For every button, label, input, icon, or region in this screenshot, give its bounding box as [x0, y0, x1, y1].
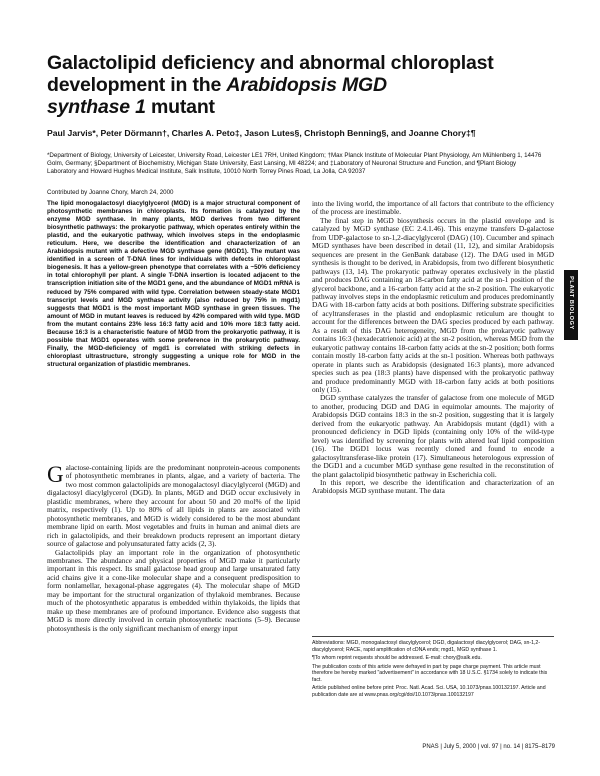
title-line-3: mutant	[145, 96, 215, 118]
paragraph-dgd-synthase: DGD synthase catalyzes the transfer of galactose from one molecule of MGD to another, producing DGD and DAG in equimolar amounts. The majority of Arabidopsis DGD contains 18:3 in the sn-2 position, suggesting that it is largely derived from the eukaryotic pathway. An Arabidopsis mutant (dgd1) with a pronounced deficiency in DGD lipids (containing only 10% of the wild-type level) was identified by screening for plants with altered leaf lipid composition (16). The DGD1 locus was recently cloned and found to encode a galactosyltransferase-like protein (17). Simultaneous heterologous expression of the DGD1 and a cucumber MGD synthase gene resulted in the reconstitution of the plant galactolipid biosynthetic pathway in Escherichia coli.	[312, 393, 554, 479]
title-line-1: Galactolipid deficiency and abnormal chloroplast	[47, 52, 494, 74]
intro-paragraph-1	[47, 464, 300, 549]
footnote-online: Article published online before print: Proc. Natl. Acad. Sci. USA, 10.1073/pnas.100132197. Article and publication date are at www.pnas.org/cgi/doi/10.1073/pnas.100132197	[312, 685, 546, 698]
footnote-reprint: ¶To whom reprint requests should be addressed. E-mail: chory@salk.edu.	[312, 655, 482, 661]
section-tab-label: PLANT BIOLOGY	[568, 276, 574, 330]
body-column-right	[312, 200, 554, 496]
intro-paragraph-2: Galactolipids play an important role in the organization of photosynthetic membranes. The abundance and physical properties of MGD make it particularly important in this respect. Its small galactose head group and large unsaturated fatty acid chains give it a cone-like molecular shape and a consequent predisposition to form nonlamellar, hexagonal-phase aggregates (4). The molecular shape of MGD may be important for the structural organization of thylakoid membranes. Because much of the photosynthetic apparatus is embedded within thylakoids, the lipids that make up these membranes are of profound importance. Evidence also suggests that MGD is more directly involved in certain photosynthetic reactions (5–9). Because photosynthesis is the only significant mechanism of energy input	[47, 547, 300, 633]
intro-paragraph-1-text: alactose-containing lipids are the predominant nonprotein-aceous components of photosynthetic membranes in plants, algae, and a variety of bacteria. The two most common galactolipids are monogalactosyl diacylglycerol (MGD) and digalactosyl diacylglycerol (DGD). In plants, MGD and DGD occur exclusively in plastidic membranes, where they account for about 50 and 20 mol% of the lipid matrix, respectively (1). Up to 80% of all lipids in plants are associated with photosynthetic membranes, and MGD is widely considered to be the most abundant membrane lipid on earth. Most vegetables and fruits in human and animal diets are rich in galactolipids, and their breakdown products represent an important dietary source of galactose and polyunsaturated fatty acids (2, 3).	[47, 463, 300, 549]
contributed-by: Contributed by Joanne Chory, March 24, 2000	[47, 189, 174, 196]
paragraph-continued: into the living world, the importance of all factors that contribute to the efficiency of the process are inestimable.	[312, 199, 554, 217]
footnote-charges: The publication costs of this article were defrayed in part by page charge payment. This article must therefore be hereby marked "advertisement" in accordance with 18 U.S.C. §1734 solely to indicate this fact.	[312, 663, 548, 683]
affiliations: *Department of Biology, University of Leicester, University Road, Leicester LE1 7RH, United Kingdom; †Max Planck Institute of Molecular Plant Physiology, Am Mühlenberg 1, 14476 Golm, Germany; §Department of Biochemistry, Michigan State University, East Lansing, MI 48224; and ‡Laboratory of Neuronal Structure and Function, and ¶Plant Biology Laboratory and Howard Hughes Medical Institute, Salk Institute, 10010 North Torrey Pines Road, La Jolla, CA 92037	[47, 152, 542, 175]
title-line-2-italic: Arabidopsis MGD	[226, 74, 387, 96]
title-line-2: development in the	[47, 74, 227, 96]
article-title	[47, 52, 517, 118]
footnotes	[312, 636, 554, 700]
paragraph-mgd-synthase: The final step in MGD biosynthesis occurs in the plastid envelope and is catalyzed by MGD synthase (EC 2.4.1.46). This enzyme transfers D-galactose from UDP-galactose to sn-1,2-diacylglycerol (DAG) (10). Cucumber and spinach MGD synthases have been described in detail (11, 12), and similar Arabidopsis sequences are present in the GenBank database (12). The DAG used in MGD synthesis is thought to be derived, in Arabidopsis, from two different biosynthetic pathways (13, 14). The prokaryotic pathway operates exclusively in the plastid and produces DAG containing an 18-carbon fatty acid at the sn-1 position of the glycerol backbone, and a 16-carbon fatty acid at the sn-2 position. The eukaryotic pathway involves steps in the endoplasmic reticulum and produces predominantly DAG with 18-carbon fatty acids at both positions. Differing substrate specificities of acyltransferases in the plastid and endoplasmic reticulum are thought to account for the differences between the DAG species produced by each pathway. As a result of this DAG heterogeneity, MGD from the prokaryotic pathway contains 16:3 (hexadecatrienoic acid) at the sn-2 position, whereas MGD from the eukaryotic pathway contains 18-carbon fatty acids at the sn-2 position; both forms contain mostly 18-carbon fatty acids at the sn-1 position. Whereas both pathways operate in plants such as Arabidopsis (designated 16:3 plants), more advanced species such as pea (18:3 plants) have dispensed with the prokaryotic pathway and produce predominantly MGD with 18-carbon fatty acids at both positions only (15).	[312, 215, 554, 394]
paragraph-this-report: In this report, we describe the identification and characterization of an Arabidopsis MGD synthase mutant. The data	[312, 477, 554, 496]
author-list: Paul Jarvis*, Peter Dörmann†, Charles A. Peto‡, Jason Lutes§, Christoph Benning§, and Joanne Chory‡¶	[47, 128, 476, 138]
section-tab	[564, 270, 578, 340]
abstract: The lipid monogalactosyl diacylglycerol (MGD) is a major structural component of photosynthetic membranes in chloroplasts. Its formation is catalyzed by the enzyme MGD synthase. In many plants, MGD derives from two different biosynthetic pathways: the prokaryotic pathway, which operates entirely within the plastid, and the eukaryotic pathway, which involves steps in the endoplasmic reticulum. Here, we describe the identification and characterization of an Arabidopsis mutant with a defective MGD synthase gene (MGD1). The mutant was identified in a screen of T-DNA lines for individuals with defects in chloroplast biogenesis. It has a yellow-green phenotype that correlates with a ~50% deficiency in total chlorophyll per plant. A single T-DNA insertion is located adjacent to the transcription initiation site of the MGD1 gene, and the abundance of MGD1 mRNA is reduced by 75% compared with wild type. Correlation between steady-state MGD1 transcript levels and MGD synthase activity (also reduced by 75% in mgd1) suggests that MGD1 is the most important MGD synthase in green tissues. The amount of MGD in mutant leaves is reduced by 42% compared with wild type. MGD from the mutant contains 23% less 16:3 fatty acid and 10% more 18:3 fatty acid. Because 16:3 is a characteristic feature of MGD from the prokaryotic pathway, it is possible that MGD1 operates with some preference in the prokaryotic pathway. Finally, the MGD-deficiency of mgd1 is correlated with striking defects in chloroplast ultrastructure, strongly suggesting a unique role for MGD in the structural organization of plastidic membranes.	[47, 200, 300, 368]
body-column-left	[47, 464, 300, 633]
page-footer: PNAS | July 5, 2000 | vol. 97 | no. 14 | 8175–8179	[422, 744, 555, 750]
footnote-abbreviations: Abbreviations: MGD, monogalactosyl diacylglycerol; DGD, digalactosyl diacylglycerol; DAG, sn-1,2-diacylglycerol; RACE, rapid amplification of cDNA ends; mgd1, MGD synthase 1.	[312, 640, 541, 653]
title-line-3-italic: synthase 1	[47, 96, 146, 118]
drop-cap: G	[47, 462, 64, 487]
